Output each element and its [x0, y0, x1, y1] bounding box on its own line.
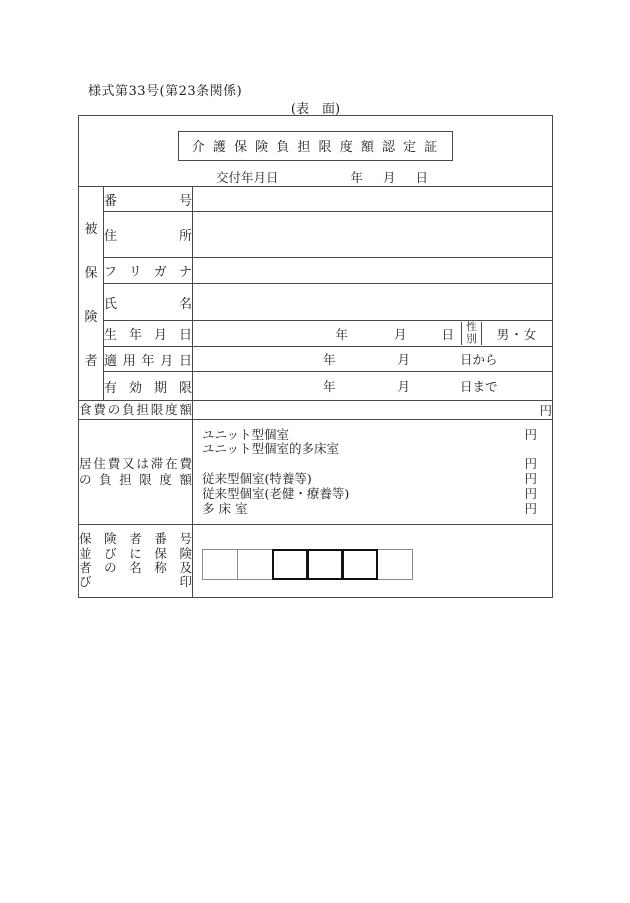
sex-value: 男・女 — [496, 326, 538, 342]
valid-until-field: 年 月 日まで — [193, 372, 553, 401]
birthdate-units: 年 月 日 — [335, 326, 454, 342]
insurer-number-box — [202, 549, 238, 580]
insurer-number-box — [342, 549, 378, 580]
apply-date-label: 適用年月日 — [104, 347, 193, 372]
issue-day-unit: 日 — [415, 170, 429, 185]
sex-label: 性別 — [461, 322, 482, 345]
furigana-field — [193, 258, 553, 284]
insurer-number-box — [377, 549, 413, 580]
certificate-table — [78, 115, 553, 598]
residence-item: 従来型個室(特養等) 円 — [202, 471, 537, 486]
certificate-title: 介 護 保 険 負 担 限 度 額 認 定 証 — [178, 131, 453, 161]
number-label: 番号 — [104, 187, 193, 212]
issue-date-label: 交付年月日 — [216, 170, 279, 185]
issue-month-unit: 月 — [383, 170, 396, 185]
residence-item: ユニット型個室 円 — [202, 426, 537, 442]
residence-item: 従来型個室(老健・療養等) 円 — [202, 485, 537, 501]
insurer-number-boxes — [202, 549, 552, 580]
insurer-number-box — [272, 549, 308, 580]
meal-limit-field: 円 — [193, 401, 553, 420]
apply-date-field: 年 月 日から — [193, 347, 553, 372]
residence-limit-field — [193, 420, 553, 525]
insurer-label: 保険者番号 並びに保険 者の名称及 び印 — [79, 525, 193, 598]
issue-year-unit: 年 — [350, 170, 364, 185]
meal-limit-label: 食費の負担限度額 — [79, 401, 193, 420]
side-label: (表 面) — [290, 102, 341, 117]
name-label: 氏名 — [104, 284, 193, 321]
valid-until-label: 有効期限 — [104, 372, 193, 401]
furigana-label: フリガナ — [104, 258, 193, 284]
certificate-header-cell — [79, 116, 553, 187]
insurer-field — [193, 525, 553, 598]
residence-item: 円 — [524, 456, 537, 472]
issue-date-line — [79, 168, 552, 186]
insurer-number-box — [307, 549, 343, 580]
residence-limit-label: 居住費又は滞在費 の負担限度額 — [79, 420, 193, 525]
address-label: 住所 — [104, 212, 193, 258]
number-field — [193, 187, 553, 212]
residence-item: ユニット型個室的多床室 — [202, 441, 340, 457]
birthdate-label: 生年月日 — [104, 321, 193, 347]
insured-group-label: 被 保 険 者 — [79, 187, 104, 401]
address-field — [193, 212, 553, 258]
birthdate-field — [193, 321, 553, 347]
form-number: 様式第33号(第23条関係) — [88, 84, 243, 99]
insurer-number-box — [237, 549, 273, 580]
name-field — [193, 284, 553, 321]
residence-item: 多 床 室 円 — [202, 500, 537, 516]
